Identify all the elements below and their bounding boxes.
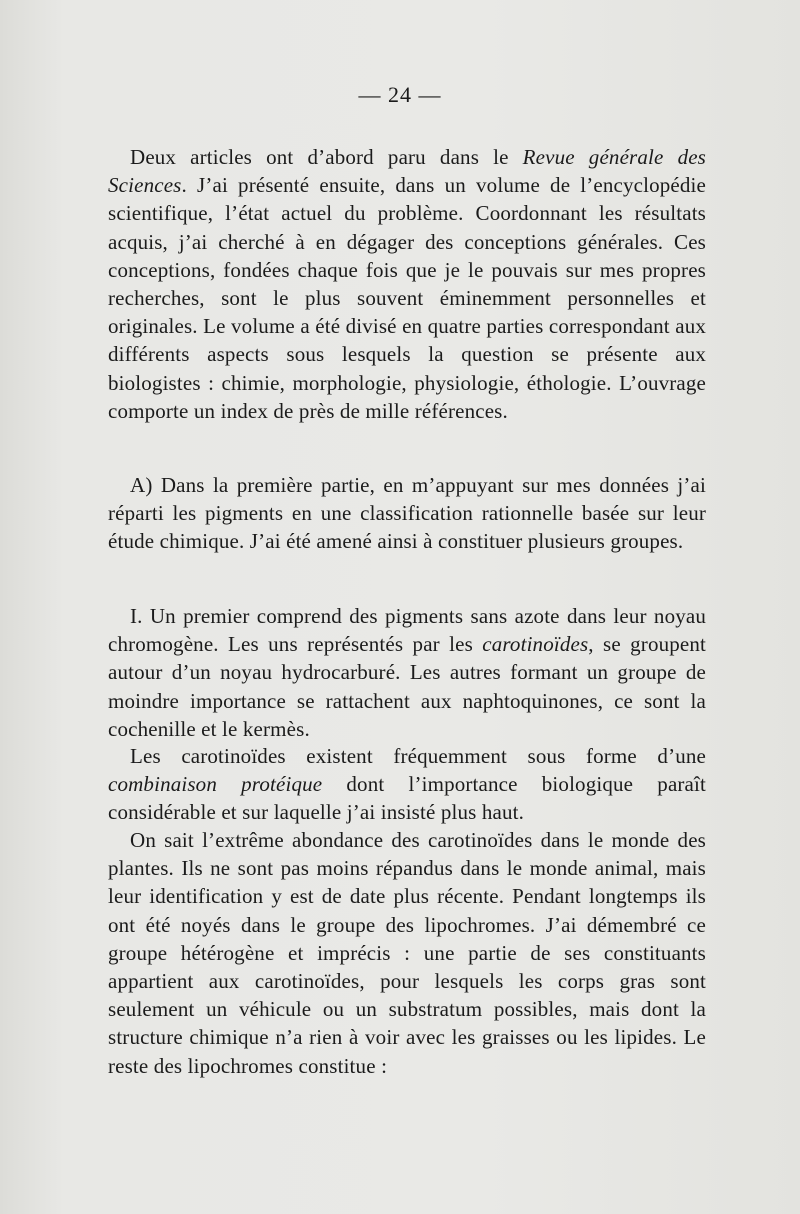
paragraph-text [108, 602, 706, 743]
text-run: . J’ai présenté ensuite, dans un volume de l’encyclopédie scientifique, l’état actuel du problème. Coordonnant les résultats acquis, j’ai cherché à en dégager des conceptions générales. Ces conceptions, fondées chaque fois que je le pouvais sur mes propres recherches, sont le plus souvent éminemment personnelles et originales. Le volume a été divisé en quatre parties correspondant aux différents aspects sous lesquels la question se présente aux biologistes : chimie, morphologie, physiologie, éthologie. L’ouvrage comporte un index de près de mille références. [108, 173, 706, 423]
paragraph-text: On sait l’extrême abondance des carotinoïdes dans le monde des plantes. Ils ne sont pas moins répandus dans le monde animal, mais leur identification y est de date plus récente. Pendant longtemps ils ont été noyés dans le groupe des lipochromes. J’ai démembré ce groupe hétérogène et imprécis : une partie de ses constituants appartient aux carotinoïdes, pour lesquels les corps gras sont seulement un véhicule ou un substratum possibles, mais dont la structure chimique n’a rien à voir avec les graisses ou les lipides. Le reste des lipochromes constitue : [108, 828, 706, 1078]
paragraph-carotinoides [108, 742, 706, 827]
paragraph-text [108, 742, 706, 827]
italic-term: carotinoïdes [482, 632, 589, 657]
italic-term: combinaison protéique [108, 772, 323, 797]
paragraph-text [108, 143, 706, 425]
text-run: I. Un premier comprend des pigments sans azote dans leur noyau chromogène. Les uns représentés par les [108, 604, 706, 657]
paragraph-group-1 [108, 602, 706, 743]
paragraph-text: A) Dans la première partie, en m’appuyant sur mes données j’ai réparti les pigments en une classification rationnelle basée sur leur étude chimique. J’ai été amené ainsi à constituer plusieurs groupes. [108, 473, 706, 554]
text-run: dont l’importance biologique paraît considérable et sur laquelle j’ai insisté plus haut. [108, 772, 706, 825]
text-run: Les carotinoïdes existent fréquemment sous forme d’une [130, 744, 706, 768]
text-run: Deux articles ont d’abord paru dans le [130, 145, 523, 169]
page-number: — 24 — [358, 82, 442, 107]
text-run: , se groupent autour d’un noyau hydrocarburé. Les autres formant un groupe de moindre importance se rattachent aux naphtoquinones, ce sont la cochenille et le kermès. [108, 632, 707, 741]
paragraph-intro [108, 143, 706, 425]
italic-title: Revue générale des Sciences [108, 145, 707, 198]
paragraph-lipochromes [108, 826, 706, 1080]
paragraph-section-a [108, 471, 706, 556]
